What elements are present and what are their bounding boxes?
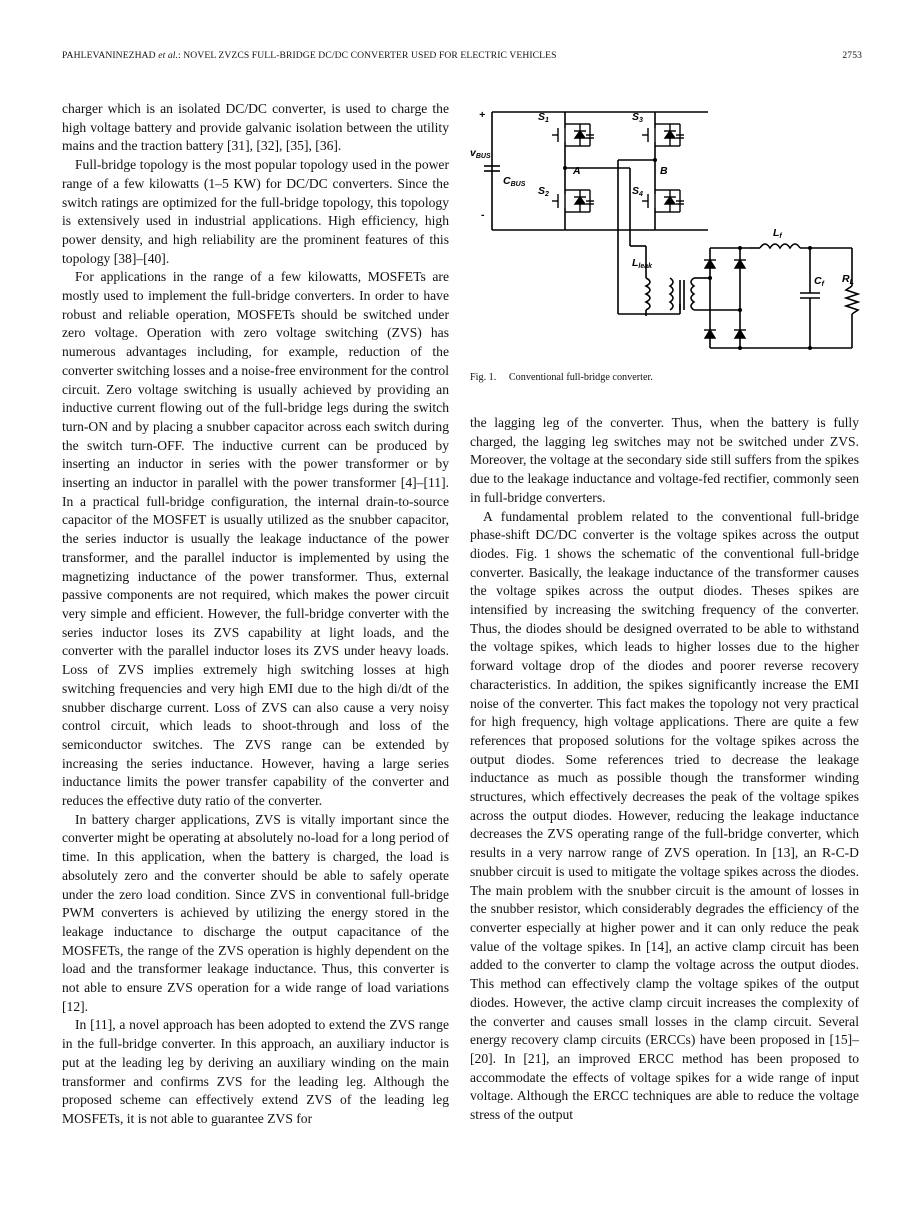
lf-label: Lf	[773, 227, 782, 240]
paragraph: charger which is an isolated DC/DC converter, is used to charge the high voltage battery and provide galvanic isolation between the utility mains and the traction battery [31], [32], [35], [36].	[62, 101, 449, 154]
minus-label: -	[481, 209, 485, 221]
switch-s3	[642, 124, 684, 146]
node-a-label: A	[573, 165, 581, 177]
cbus-label: CBUS	[503, 175, 526, 188]
lleak-label: Lleak	[632, 257, 653, 270]
paragraph: For applications in the range of a few kilowatts, MOSFETs are mostly used to implement the full-bridge converters. In order to have robust and reliable operation, MOSFETs should be switched under zero voltage. Operation with zero voltage switching (ZVS) has numerous advantages including, for example, reduction of the converter switching losses and a noise-free environment for the control circuit. Zero voltage switching is usually achieved by providing an inductive current flowing out of the full-bridge legs during the switch turn-ON and by placing a snubber capacitor across each switch during the switch turn-OFF. The inductive current can be produced by inserting an inductor in series with the power transformer or by inserting an inductor in parallel with the power transformer [4]–[11]. In a practical full-bridge configuration, the internal drain-to-source capacitor of the MOSFET is usually utilized as the snubber capacitor, the series inductor is usually the leakage inductance of the power transformer, and the parallel inductor is implemented by using the magnetizing inductance of the power transformer. Thus, external passive components are not required, which makes the power circuit very simple and efficient. However, the full-bridge converter with the series inductor loses its ZVS capability at light loads, and the converter with the parallel inductor loses its ZVS under heavy loads. Loss of ZVS implies extremely high switching losses at high switching frequencies and very high EMI due to the high di/dt of the snubber discharge current. Loss of ZVS can also cause a very noisy control circuit, which leads to shoot-through and loss of the semiconductor switches. The ZVS range can be extended by increasing the series inductance. However, having a large series inductance limits the power transfer capability of the converter and reduces the effective duty ratio of the converter.	[62, 269, 449, 809]
switch-s2	[552, 190, 594, 212]
header-author: PAHLEVANINEZHAD	[62, 50, 156, 61]
caption-text: Conventional full-bridge converter.	[508, 372, 653, 383]
full-bridge-converter-schematic	[470, 98, 865, 360]
running-title	[62, 50, 557, 61]
switch-s4	[642, 190, 684, 212]
s2-label: S2	[538, 185, 549, 198]
left-column	[62, 100, 449, 1129]
page-number: 2753	[842, 50, 862, 61]
right-column	[470, 414, 859, 1125]
node-b-label: B	[660, 165, 668, 177]
paragraph: the lagging leg of the converter. Thus, when the battery is fully charged, the lagging leg switches may not be switched under ZVS. Moreover, the voltage at the secondary side still suffers from the spikes due to the leakage inductance and voltage-fed rectifier, commonly seen in full-bridge converters.	[470, 415, 859, 505]
switch-s1	[552, 124, 594, 146]
running-header	[62, 50, 862, 64]
paragraph: In battery charger applications, ZVS is vitally important since the converter might be operating at absolutely no-load for a long period of time. In this application, when the battery is charged, the load is absolutely zero and the converter should be able to safely operate under the zero load condition. Since ZVS in conventional full-bridge PWM converters is achieved by utilizing the energy stored in the leakage inductance to discharge the output capacitance of the MOSFETs, the range of the ZVS operation is highly dependent on the load and the transformer leakage inductance. Thus, this converter is not able to ensure ZVS operation for a wide range of load variations [12].	[62, 811, 449, 1014]
figure-caption	[470, 372, 653, 383]
paragraph: A fundamental problem related to the conventional full-bridge phase-shift DC/DC converter is the voltage spikes across the output diodes. Fig. 1 shows the schematic of the conventional full-bridge converter. Basically, the leakage inductance of the transformer causes the voltage spikes across the output diodes. Theses spikes are intensified by increasing the switching frequency of the converter. Thus, the diodes should be designed overrated to be able to withstand the voltage spikes, which leads to higher losses due to the higher forward voltage drop of the diodes and poorer reverse recovery characteristics. In addition, the spikes significantly increase the EMI noise of the converter. This fact makes the topology not very practical for high frequency, high voltage applications. There are quite a few references that proposed solutions for the voltage spikes across the output diodes. Some references tried to decrease the leakage inductance as much as possible though the transformer winding structures, which effectively decreases the peak of the voltage spikes across the output diodes. However, reducing the leakage inductance decreases the ZVS operating range of the full-bridge converter, which results in a very narrow range of ZVS operation. In [13], an R-C-D snubber circuit is used to mitigate the voltage spikes across the diodes. The main problem with the snubber circuit is the amount of losses in the snubber resistor, which considerably degrades the efficiency of the converter especially at higher power and it can only reduce the peak value of the voltage spikes. In [14], an active clamp circuit has been added to the converter to clamp the voltage across the output diodes. This method can effectively clamp the voltage spikes of the output diodes. However, the active clamp circuit increases the complexity of the converter and causes small losses in the clamp circuit. Several energy recovery clamp circuits (ERCCs) have been proposed in [15]–[20]. In [21], an improved ERCC method has been proposed to accommodate the effects of voltage spikes for a wide range of input voltage. Although the ERCC techniques are able to reduce the voltage stress of the output	[470, 508, 859, 1123]
paragraph: In [11], a novel approach has been adopted to extend the ZVS range in the full-bridge converter. In this approach, an auxiliary inductor is put at the leading leg by deriving an auxiliary winding on the main transformer and confirms ZVS for the leading leg. Although the proposed scheme can effectively extend ZVS of the leading leg MOSFETs, it is not able to guarantee ZVS for	[62, 1017, 449, 1126]
s4-label: S4	[632, 185, 643, 198]
header-title: : NOVEL ZVZCS FULL-BRIDGE DC/DC CONVERTER USED FOR ELECTRIC VEHICLES	[178, 50, 557, 61]
s3-label: S3	[632, 111, 643, 124]
header-etal: et al.	[158, 50, 179, 61]
figure-1-schematic	[470, 98, 865, 360]
plus-label: +	[479, 109, 486, 121]
cf-label: Cf	[814, 275, 824, 288]
s1-label: S1	[538, 111, 549, 124]
rl-label: RL	[842, 273, 854, 286]
paragraph: Full-bridge topology is the most popular topology used in the power range of a few kilowatts (1–5 KW) for DC/DC converters. Since the switch ratings are optimized for the full-bridge topology, this topology is extensively used in industrial applications. High efficiency, high power density, and high reliability are the prominent features of this topology [38]–[40].	[62, 157, 449, 266]
vbus-label: vBUS	[470, 147, 491, 160]
junction-dots	[563, 158, 812, 350]
caption-label: Fig. 1.	[470, 372, 497, 383]
